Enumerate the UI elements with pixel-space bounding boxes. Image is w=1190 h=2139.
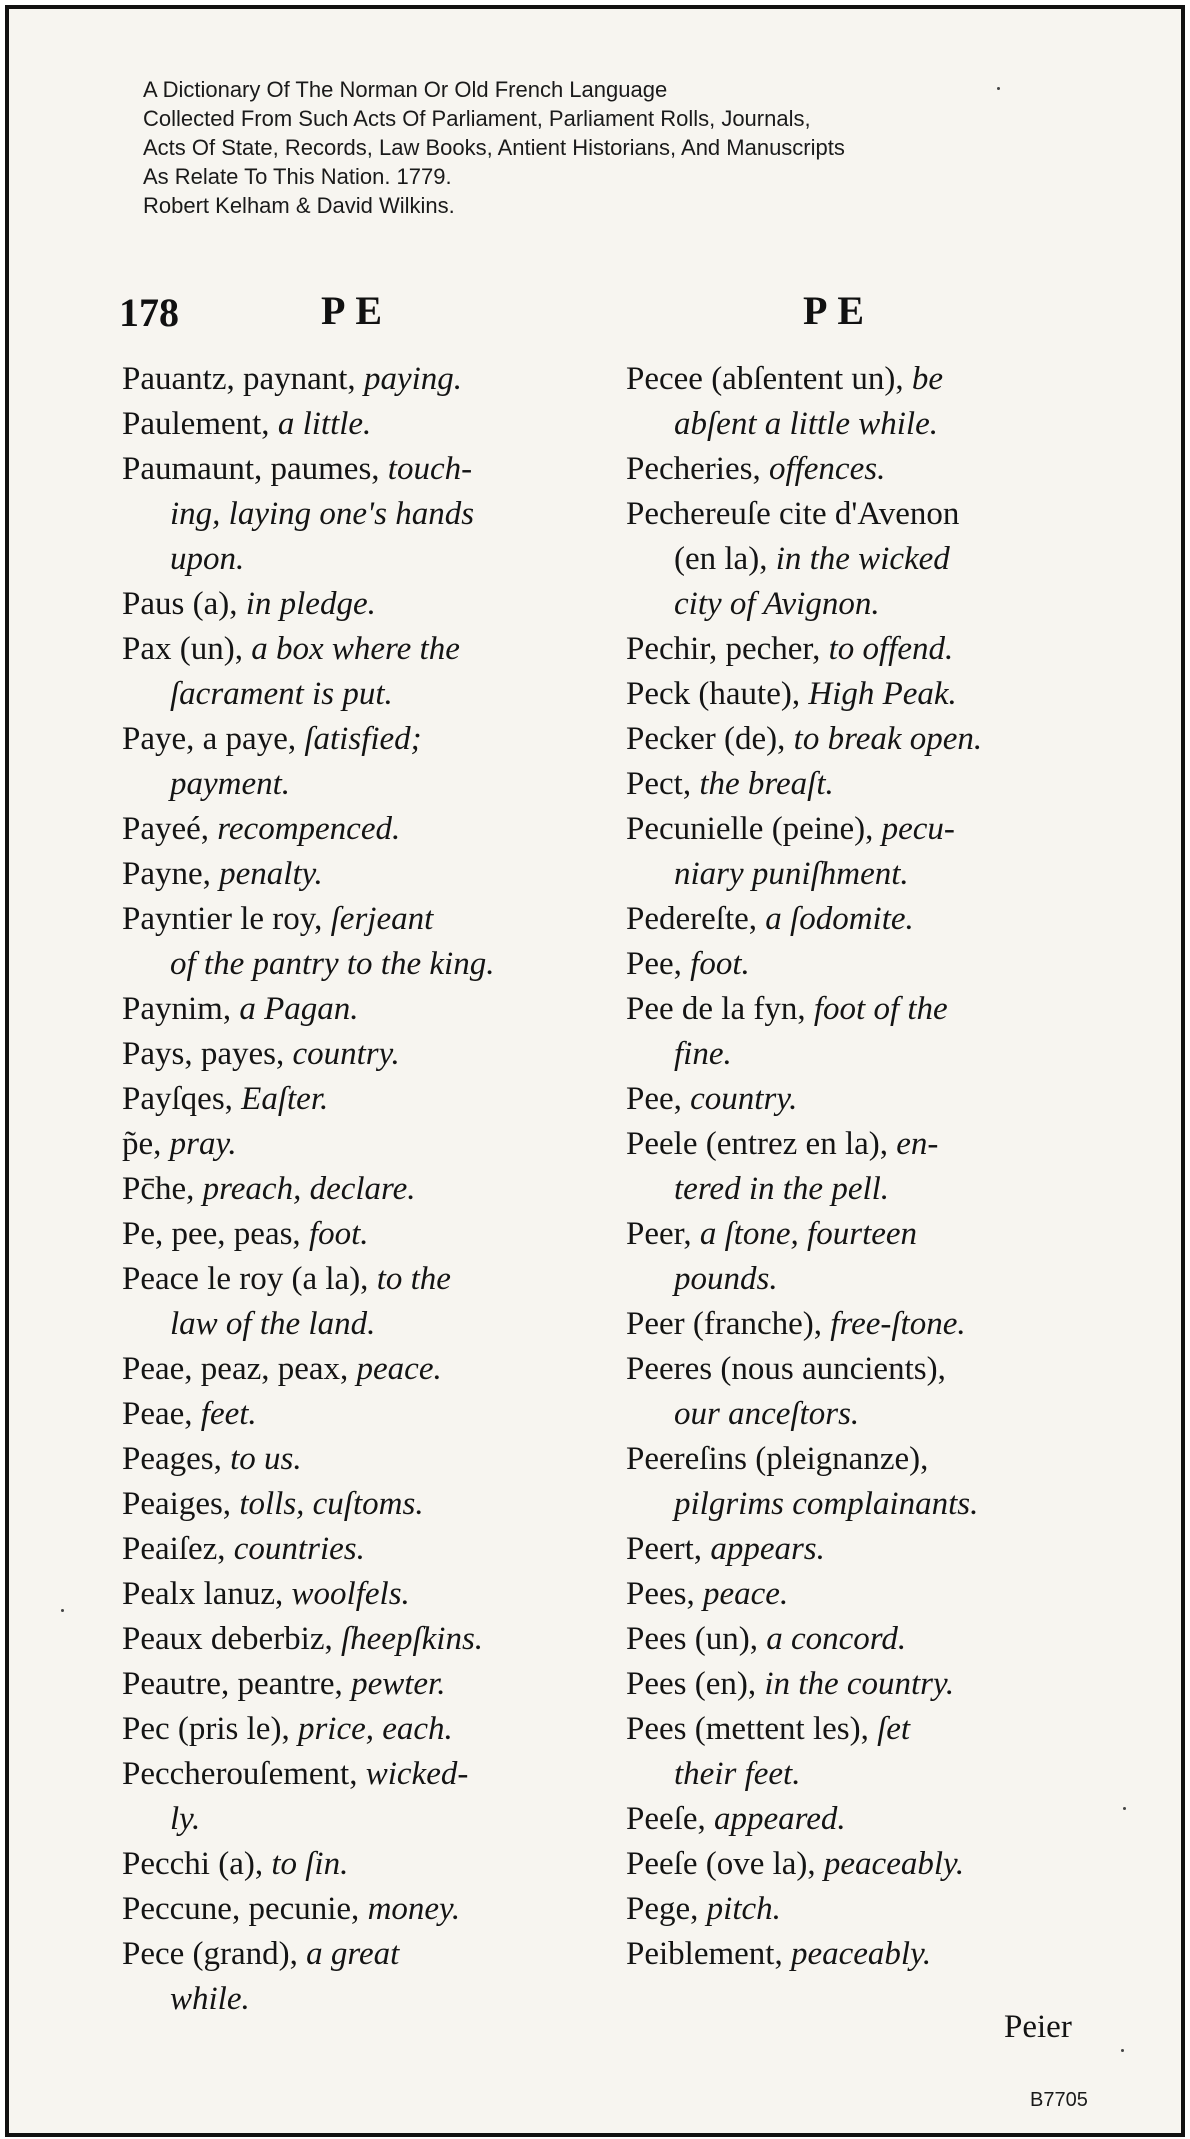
entry-definition: pray. xyxy=(169,1126,237,1162)
dictionary-entry xyxy=(626,1617,1106,1662)
dictionary-entry xyxy=(626,1572,1106,1617)
entry-headword: Pee, xyxy=(626,946,691,982)
entry-headword: Peccune, pecunie, xyxy=(122,1891,368,1927)
entry-headword: Peereſins (pleignanze), xyxy=(626,1441,929,1477)
entry-headword: Paynim, xyxy=(122,991,240,1027)
entry-definition: penalty. xyxy=(219,856,323,892)
dictionary-entry xyxy=(122,627,602,717)
entry-definition: peaceably. xyxy=(790,1936,932,1972)
header-authors-line: Robert Kelham & David Wilkins. xyxy=(143,193,455,218)
entry-definition: High Peak. xyxy=(808,676,957,712)
entry-definition: en- xyxy=(896,1126,939,1162)
entry-continuation-line: abſent a little while. xyxy=(674,406,938,442)
entry-headword: Pees (un), xyxy=(626,1621,767,1657)
entry-headword: Peaiges, xyxy=(122,1486,240,1522)
entry-first-line xyxy=(122,406,371,442)
footer-identifier: B7705 xyxy=(1030,2089,1088,2111)
entry-definition: in the country. xyxy=(764,1666,955,1702)
entry-headword: Pee, xyxy=(626,1081,691,1117)
entry-first-line xyxy=(626,1306,966,1342)
entry-continuation-line: of the pantry to the king. xyxy=(170,946,495,982)
entry-headword: Pees, xyxy=(626,1576,703,1612)
entry-headword-continued: (en la), xyxy=(674,541,776,577)
dictionary-entry xyxy=(626,1887,1106,1932)
dictionary-entry xyxy=(626,1707,1106,1797)
entry-headword: Pecheries, xyxy=(626,451,769,487)
dictionary-entry xyxy=(626,1122,1106,1212)
entry-headword: Peaiſez, xyxy=(122,1531,234,1567)
entry-continuation-line: tered in the pell. xyxy=(674,1171,890,1207)
entry-definition: a Pagan. xyxy=(239,991,359,1027)
entry-definition: a great xyxy=(306,1936,400,1972)
entry-first-line xyxy=(626,631,953,667)
entry-first-line xyxy=(626,676,957,712)
entry-first-line xyxy=(626,361,943,397)
entry-first-line xyxy=(122,1936,399,1972)
dictionary-entry xyxy=(122,582,602,627)
entry-definition: pecu- xyxy=(881,811,955,847)
entry-first-line xyxy=(122,1441,302,1477)
entry-definition: recompenced. xyxy=(217,811,401,847)
entry-headword: Peeſe (ove la), xyxy=(626,1846,824,1882)
dictionary-entry xyxy=(626,1302,1106,1347)
entry-definition: a ſtone, fourteen xyxy=(699,1216,918,1252)
entry-first-line xyxy=(122,1126,237,1162)
dictionary-entry xyxy=(122,1572,602,1617)
entry-headword: Pect, xyxy=(626,766,700,802)
entry-definition: ſheepſkins. xyxy=(341,1621,484,1657)
running-head-right: PE xyxy=(803,288,875,333)
entry-first-line xyxy=(122,1396,257,1432)
entry-definition: feet. xyxy=(200,1396,257,1432)
entry-definition: foot of the xyxy=(813,991,948,1027)
entry-definition: price, each. xyxy=(297,1711,453,1747)
entry-first-line xyxy=(626,811,955,847)
dictionary-entry xyxy=(122,1257,602,1347)
entry-headword: Peeres (nous auncients), xyxy=(626,1351,946,1387)
left-column xyxy=(122,357,602,2022)
running-head-left: PE xyxy=(321,288,393,333)
entry-headword: Pays, payes, xyxy=(122,1036,293,1072)
dictionary-entry xyxy=(626,762,1106,807)
entry-first-line xyxy=(122,451,472,487)
scan-speck xyxy=(1123,1807,1126,1810)
entry-definition: country. xyxy=(690,1081,798,1117)
dictionary-entry xyxy=(122,1932,602,2022)
dictionary-entry xyxy=(626,1842,1106,1887)
entry-continuation-line: upon. xyxy=(170,541,245,577)
dictionary-entry xyxy=(626,1797,1106,1842)
entry-first-line xyxy=(122,1351,442,1387)
entry-headword: Peeſe, xyxy=(626,1801,714,1837)
entry-first-line xyxy=(626,991,948,1027)
dictionary-entry xyxy=(122,717,602,807)
entry-headword: Pee de la fyn, xyxy=(626,991,814,1027)
dictionary-entry xyxy=(122,447,602,582)
entry-definition: free-ſtone. xyxy=(830,1306,966,1342)
entry-continuation-line: city of Avignon. xyxy=(674,586,880,622)
dictionary-entry xyxy=(122,1482,602,1527)
dictionary-entry xyxy=(626,987,1106,1077)
entry-first-line xyxy=(626,1576,788,1612)
document-header xyxy=(143,75,845,220)
entry-headword: Peck (haute), xyxy=(626,676,809,712)
entry-definition: a ſodomite. xyxy=(765,901,914,937)
entry-headword: Paulement, xyxy=(122,406,278,442)
entry-headword: Payſqes, xyxy=(122,1081,242,1117)
entry-headword: Pechir, pecher, xyxy=(626,631,829,667)
entry-first-line xyxy=(122,1711,453,1747)
entry-first-line xyxy=(122,1576,410,1612)
dictionary-entry xyxy=(626,1932,1106,1977)
entry-headword: Pecchi (a), xyxy=(122,1846,272,1882)
entry-first-line xyxy=(122,361,462,397)
entry-first-line xyxy=(626,721,982,757)
entry-definition: to break open. xyxy=(793,721,983,757)
entry-first-line xyxy=(122,856,323,892)
entry-first-line xyxy=(626,1891,781,1927)
entry-definition: countries. xyxy=(233,1531,365,1567)
entry-continuation-line: ſacrament is put. xyxy=(170,676,393,712)
entry-definition: ſatisfied; xyxy=(304,721,422,757)
entry-definition: wicked- xyxy=(365,1756,469,1792)
entry-definition: woolfels. xyxy=(291,1576,410,1612)
entry-definition: paying. xyxy=(363,361,463,397)
entry-headword: Payeé, xyxy=(122,811,218,847)
dictionary-entry xyxy=(122,1032,602,1077)
entry-continuation-line: fine. xyxy=(674,1036,732,1072)
entry-definition: in pledge. xyxy=(245,586,376,622)
entry-definition: peaceably. xyxy=(823,1846,965,1882)
entry-first-line xyxy=(122,1621,483,1657)
entry-first-line xyxy=(626,1936,931,1972)
entry-continuation-line xyxy=(626,537,1106,582)
entry-definition: a concord. xyxy=(766,1621,907,1657)
entry-definition: ſerjeant xyxy=(330,901,434,937)
entry-first-line xyxy=(626,1621,906,1657)
dictionary-entry xyxy=(122,1617,602,1662)
entry-first-line xyxy=(626,1216,917,1252)
dictionary-entry xyxy=(122,852,602,897)
entry-continuation-line: ly. xyxy=(170,1801,201,1837)
page-frame xyxy=(5,5,1185,2137)
dictionary-entry xyxy=(626,1347,1106,1437)
entry-headword: Pecker (de), xyxy=(626,721,794,757)
entry-headword: Peaux deberbiz, xyxy=(122,1621,341,1657)
catchword: Peier xyxy=(1004,2009,1072,2045)
dictionary-entry xyxy=(122,1707,602,1752)
entry-first-line xyxy=(626,1846,964,1882)
entry-definition: peace. xyxy=(356,1351,442,1387)
entry-headword: Paumaunt, paumes, xyxy=(122,451,388,487)
entry-first-line xyxy=(626,1711,910,1747)
dictionary-entry xyxy=(122,1437,602,1482)
entry-definition: touch- xyxy=(387,451,473,487)
entry-definition-continued: in the wicked xyxy=(775,541,950,577)
entry-first-line xyxy=(122,1171,416,1207)
entry-headword: Pecunielle (peine), xyxy=(626,811,882,847)
entry-first-line xyxy=(122,901,433,937)
entry-first-line xyxy=(626,451,885,487)
header-title-line: A Dictionary Of The Norman Or Old French Language xyxy=(143,77,668,102)
entry-first-line xyxy=(122,1036,400,1072)
dictionary-entry xyxy=(122,897,602,987)
header-date-line: As Relate To This Nation. 1779. xyxy=(143,164,452,189)
entry-first-line xyxy=(626,1126,938,1162)
entry-definition: money. xyxy=(367,1891,461,1927)
entry-first-line xyxy=(122,1486,424,1522)
dictionary-entry xyxy=(122,402,602,447)
entry-headword: Peae, xyxy=(122,1396,201,1432)
entry-first-line xyxy=(122,586,376,622)
entry-definition: pewter. xyxy=(351,1666,446,1702)
entry-first-line xyxy=(122,631,460,667)
dictionary-entry xyxy=(122,1752,602,1842)
entry-headword: Peiblement, xyxy=(626,1936,791,1972)
dictionary-entry xyxy=(122,1122,602,1167)
entry-first-line xyxy=(626,946,750,982)
page-number: 178 xyxy=(119,290,179,335)
entry-definition: preach, declare. xyxy=(202,1171,416,1207)
entry-first-line xyxy=(122,1081,328,1117)
entry-headword: Pe, pee, peas, xyxy=(122,1216,309,1252)
dictionary-entry xyxy=(122,987,602,1032)
dictionary-entry xyxy=(122,1842,602,1887)
entry-first-line xyxy=(122,1756,468,1792)
entry-headword: Peert, xyxy=(626,1531,711,1567)
entry-headword: p̃e, xyxy=(122,1126,170,1162)
entry-headword: Peer (franche), xyxy=(626,1306,831,1342)
entry-headword: Pecee (abſentent un), xyxy=(626,361,912,397)
right-column xyxy=(626,357,1106,1977)
entry-continuation-line: niary puniſhment. xyxy=(674,856,909,892)
entry-continuation-line: their feet. xyxy=(674,1756,801,1792)
entry-headword: Paye, a paye, xyxy=(122,721,305,757)
entry-definition: pitch. xyxy=(706,1891,781,1927)
entry-headword: Payntier le roy, xyxy=(122,901,331,937)
entry-headword: Pec (pris le), xyxy=(122,1711,298,1747)
dictionary-entry xyxy=(626,807,1106,897)
dictionary-entry xyxy=(122,1527,602,1572)
header-subtitle-line: Acts Of State, Records, Law Books, Antient Historians, And Manuscripts xyxy=(143,135,845,160)
entry-headword: Pealx lanuz, xyxy=(122,1576,292,1612)
entry-first-line xyxy=(626,1441,928,1477)
dictionary-entry xyxy=(122,1167,602,1212)
entry-continuation-line: payment. xyxy=(170,766,291,802)
entry-first-line xyxy=(122,1216,369,1252)
entry-first-line xyxy=(626,1801,846,1837)
dictionary-entry xyxy=(122,1887,602,1932)
dictionary-entry xyxy=(122,1212,602,1257)
entry-definition: to us. xyxy=(230,1441,302,1477)
dictionary-entry xyxy=(626,672,1106,717)
dictionary-entry xyxy=(626,717,1106,762)
entry-headword: Payne, xyxy=(122,856,220,892)
entry-headword: Pege, xyxy=(626,1891,707,1927)
entry-headword: Peccherouſement, xyxy=(122,1756,366,1792)
entry-first-line xyxy=(626,901,914,937)
entry-continuation-line: our anceſtors. xyxy=(674,1396,860,1432)
entry-headword: Pees (en), xyxy=(626,1666,765,1702)
entry-definition: a little. xyxy=(277,406,372,442)
dictionary-entry xyxy=(626,1212,1106,1302)
dictionary-entry xyxy=(626,447,1106,492)
entry-headword: Peages, xyxy=(122,1441,231,1477)
entry-first-line xyxy=(122,991,359,1027)
entry-first-line xyxy=(122,721,422,757)
entry-headword: Pc̄he, xyxy=(122,1171,203,1207)
entry-headword: Pedereſte, xyxy=(626,901,766,937)
dictionary-entry xyxy=(122,1662,602,1707)
dictionary-entry xyxy=(626,1527,1106,1572)
entry-definition: the breaſt. xyxy=(699,766,834,802)
entry-headword: Peace le roy (a la), xyxy=(122,1261,377,1297)
entry-continuation-line: while. xyxy=(170,1981,250,2017)
entry-definition: foot. xyxy=(308,1216,369,1252)
entry-first-line xyxy=(626,766,834,802)
entry-first-line xyxy=(626,1351,946,1387)
entry-first-line xyxy=(626,496,959,532)
scan-speck xyxy=(61,1609,64,1612)
scan-speck xyxy=(1121,2049,1124,2052)
entry-headword: Pechereuſe cite d'Avenon xyxy=(626,496,960,532)
entry-definition: Eaſter. xyxy=(241,1081,329,1117)
entry-definition: tolls, cuſtoms. xyxy=(239,1486,424,1522)
entry-continuation-line: pilgrims complainants. xyxy=(674,1486,979,1522)
entry-definition: country. xyxy=(292,1036,400,1072)
dictionary-entry xyxy=(626,897,1106,942)
entry-headword: Peele (entrez en la), xyxy=(626,1126,897,1162)
entry-definition: offences. xyxy=(768,451,886,487)
entry-definition: ſet xyxy=(877,1711,911,1747)
entry-headword: Pece (grand), xyxy=(122,1936,307,1972)
entry-first-line xyxy=(626,1666,954,1702)
dictionary-entry xyxy=(122,357,602,402)
entry-definition: peace. xyxy=(703,1576,789,1612)
dictionary-entry xyxy=(122,1392,602,1437)
scan-speck xyxy=(997,87,1000,90)
header-subtitle-line: Collected From Such Acts Of Parliament, Parliament Rolls, Journals, xyxy=(143,106,811,131)
entry-definition: appeared. xyxy=(713,1801,846,1837)
dictionary-entry xyxy=(626,357,1106,447)
entry-definition: appears. xyxy=(710,1531,825,1567)
dictionary-entry xyxy=(626,492,1106,627)
entry-headword: Peer, xyxy=(626,1216,700,1252)
entry-first-line xyxy=(122,1666,445,1702)
entry-headword: Pauantz, paynant, xyxy=(122,361,364,397)
entry-definition: foot. xyxy=(690,946,750,982)
entry-continuation-line: ing, laying one's hands xyxy=(170,496,475,532)
entry-definition: a box where the xyxy=(251,631,460,667)
dictionary-entry xyxy=(626,1077,1106,1122)
dictionary-entry xyxy=(626,942,1106,987)
entry-first-line xyxy=(122,1531,365,1567)
entry-definition: to the xyxy=(376,1261,451,1297)
entry-headword: Peautre, peantre, xyxy=(122,1666,352,1702)
dictionary-entry xyxy=(122,1347,602,1392)
entry-first-line xyxy=(626,1531,825,1567)
entry-first-line xyxy=(122,1261,451,1297)
dictionary-entry xyxy=(626,1437,1106,1527)
dictionary-entry xyxy=(122,1077,602,1122)
entry-headword: Pees (mettent les), xyxy=(626,1711,878,1747)
entry-headword: Paus (a), xyxy=(122,586,246,622)
dictionary-entry xyxy=(626,627,1106,672)
entry-continuation-line: law of the land. xyxy=(170,1306,376,1342)
entry-first-line xyxy=(122,811,400,847)
entry-first-line xyxy=(122,1846,348,1882)
entry-headword: Peae, peaz, peax, xyxy=(122,1351,357,1387)
dictionary-entry xyxy=(626,1662,1106,1707)
entry-definition: to ſin. xyxy=(271,1846,349,1882)
dictionary-entry xyxy=(122,807,602,852)
entry-first-line xyxy=(122,1891,460,1927)
entry-first-line xyxy=(626,1081,797,1117)
entry-definition: to offend. xyxy=(828,631,954,667)
entry-headword: Pax (un), xyxy=(122,631,252,667)
entry-definition: be xyxy=(911,361,944,397)
entry-continuation-line: pounds. xyxy=(674,1261,778,1297)
